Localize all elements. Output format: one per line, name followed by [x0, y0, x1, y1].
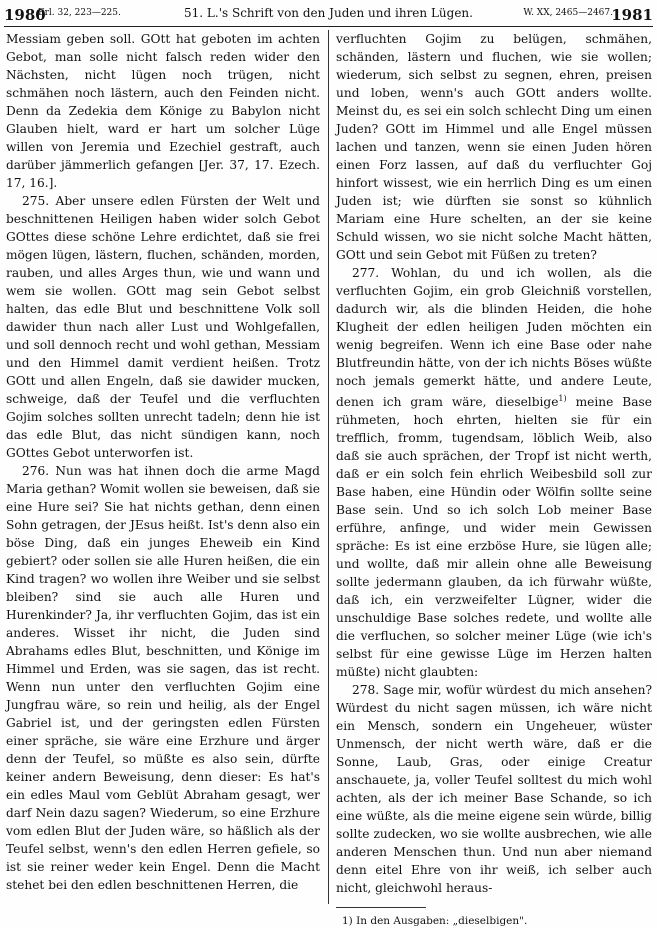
- page-number-left: 1980: [4, 6, 46, 24]
- column-divider: [328, 30, 329, 904]
- footnote-divider: [336, 907, 426, 908]
- paragraph-275: 275. Aber unsere edlen Fürsten der Welt und beschnittenen Heiligen haben wider solch Gebot GOttes diese schöne Lehre erdichtet, daß sie frei mögen lügen, lästern, fluchen, schänden, morden, rauben, und alles Arges thun, wie und wann und wem sie wollen. GOtt mag sein Gebot selbst halten, das edle Blut und beschnittene Volk soll dawider thun nach aller Lust und Wohlgefallen, und soll dennoch recht und wohl gethan, Messiam und den Himmel damit verdient heißen. Trotz GOtt und allen Engeln, daß sie dawider mucken, schweige, daß der Teufel und die verfluchten Gojim solches sollten unrecht tadeln; denn hie ist das edle Blut, das nicht sündigen kann, noch GOttes Gebot unterworfen ist.: [6, 194, 320, 460]
- edition-reference-right: W. XX, 2465—2467.: [523, 8, 613, 18]
- page-number-right: 1981: [611, 6, 653, 24]
- footnote: 1) In den Ausgaben: „dieselbigen".: [342, 915, 528, 928]
- paragraph-277-part-2: meine Base rühmeten, hoch ehrten, hielten sie für ein trefflich, fromm, tugendsam, löblich Weib, also daß sie auch sprächen, der Tropf ist nicht werth, daß er ein solch fein ehrlich Weibesbild soll zur Base haben, eine Hündin oder Wölfin sollte seine Base sein. Und so ich solch Lob meiner Base erführe, anfinge, und wider mein Gewissen spräche: Es ist eine erzböse Hure, sie lügen alle; und wollte, daß mir allein ohne alle Beweisung sollte jedermann glauben, da ich fürwahr wüßte, daß ich, ein verzweifelter Lügner, wider die unschuldige Base solches redete, und wollte alle die verfluchen, so solcher meiner Lüge (wie ich's selbst für eine gewisse Lüge im Herzen halten müßte) nicht glaubten:: [336, 395, 652, 680]
- page-header: [4, 4, 653, 27]
- right-column: [336, 30, 652, 928]
- paragraph-276: 276. Nun was hat ihnen doch die arme Magd Maria gethan? Womit wollen sie beweisen, daß sie eine Hure sei? Sie hat nichts gethan, denn einen Sohn getragen, der JEsus heißt. Ist's denn also ein böse Ding, daß ein junges Eheweib ein Kind gebiert? oder sollen sie alle Huren heißen, die ein Kind tragen? wo wollen ihre Weiber und sie selbst bleiben? sind sie auch alle Huren und Hurenkinder? Ja, ihr verfluchten Gojim, das ist ein anderes. Wisset ihr nicht, die Juden sind Abrahams edles Blut, beschnitten, und Könige im Himmel und Erden, was sie sagen, das ist recht. Wenn nun unter den verfluchten Gojim eine Jungfrau wäre, so rein und heilig, als der Engel Gabriel ist, und der geringsten edlen Fürsten einer spräche, sie wäre eine Erzhure und ärger denn der Teufel, so müßte es also sein, dürfte keiner andern Beweisung, denn dieser: Es hat's ein edles Maul vom Geblüt Abraham gesagt, wer darf Nein dazu sagen? Wiederum, so eine Erzhure vom edlen Blut der Juden wäre, so häßlich als der Teufel selbst, wenn's den edlen Herren gefiele, so ist sie reiner weder kein Engel. Denn die Macht stehet bei den edlen beschnittenen Herren, die: [6, 464, 320, 892]
- paragraph-278: 278. Sage mir, wofür würdest du mich ansehen? Würdest du nicht sagen müssen, ich wäre nicht ein Mensch, sondern ein Ungeheuer, wüster Unmensch, der nicht werth wäre, daß er die Sonne, Laub, Gras, oder einige Creatur anschauete, ja, voller Teufel solltest du mich wohl achten, als der ich meiner Base Schande, so ich eine wüßte, als die meine eigene sein würde, billig sollte zudecken, wo sie wollte ausbrechen, wie alle anderen Menschen thun. Und nun aber niemand denn eitel Ehre von ihr weiß, ich selber auch nicht, gleichwohl heraus-: [336, 683, 652, 896]
- running-title: 51. L.'s Schrift von den Juden und ihren Lügen.: [184, 6, 473, 20]
- edition-reference-left: Erl. 32, 223—225.: [38, 8, 121, 18]
- left-column: [6, 30, 320, 912]
- paragraph: verfluchten Gojim zu belügen, schmähen, schänden, lästern und fluchen, wie sie wollen; wiederum, sich selbst zu segnen, ehren, preisen und loben, wenn's auch GOtt anders wollte. Meinst du, es sei ein solch schlecht Ding um einen Juden? GOtt im Himmel und alle Engel müssen lachen und tanzen, wenn sie einen Juden hören einen Forz lassen, auf daß du verfluchter Goj hinfort wissest, wie ein herrlich Ding es um einen Juden ist; wie dürften sie sonst so kühnlich Mariam eine Hure schelten, an der sie keine Schuld wissen, wo sie nicht solche Macht hätten, GOtt und sein Gebot mit Füßen zu treten?: [336, 32, 652, 262]
- paragraph-277-part-1: 277. Wohlan, du und ich wollen, als die verfluchten Gojim, ein grob Gleichniß vorstellen, dadurch wir, als die blinden Heiden, die hohe Klugheit der edlen heiligen Juden möchten ein wenig begreifen. Wenn ich eine Base oder nahe Blutfreundin hätte, von der ich nichts Böses wüßte noch jemals gemerkt hätte, und andere Leute, denen ich gram wäre, dieselbige: [336, 266, 652, 410]
- paragraph: Messiam geben soll. GOtt hat geboten im achten Gebot, man solle nicht falsch reden wider den Nächsten, nicht lügen noch trügen, nicht schmähen noch lästern, auch den Feinden nicht. Denn da Zedekia dem Könige zu Babylon nicht Glauben hielt, ward er hart um solcher Lüge willen von Jeremia und Ezechiel gestraft, auch darüber jämmerlich gefangen [Jer. 37, 17. Ezech. 17, 16.].: [6, 32, 320, 190]
- footnote-marker[interactable]: 1): [558, 394, 567, 403]
- paragraph-277: [336, 264, 652, 681]
